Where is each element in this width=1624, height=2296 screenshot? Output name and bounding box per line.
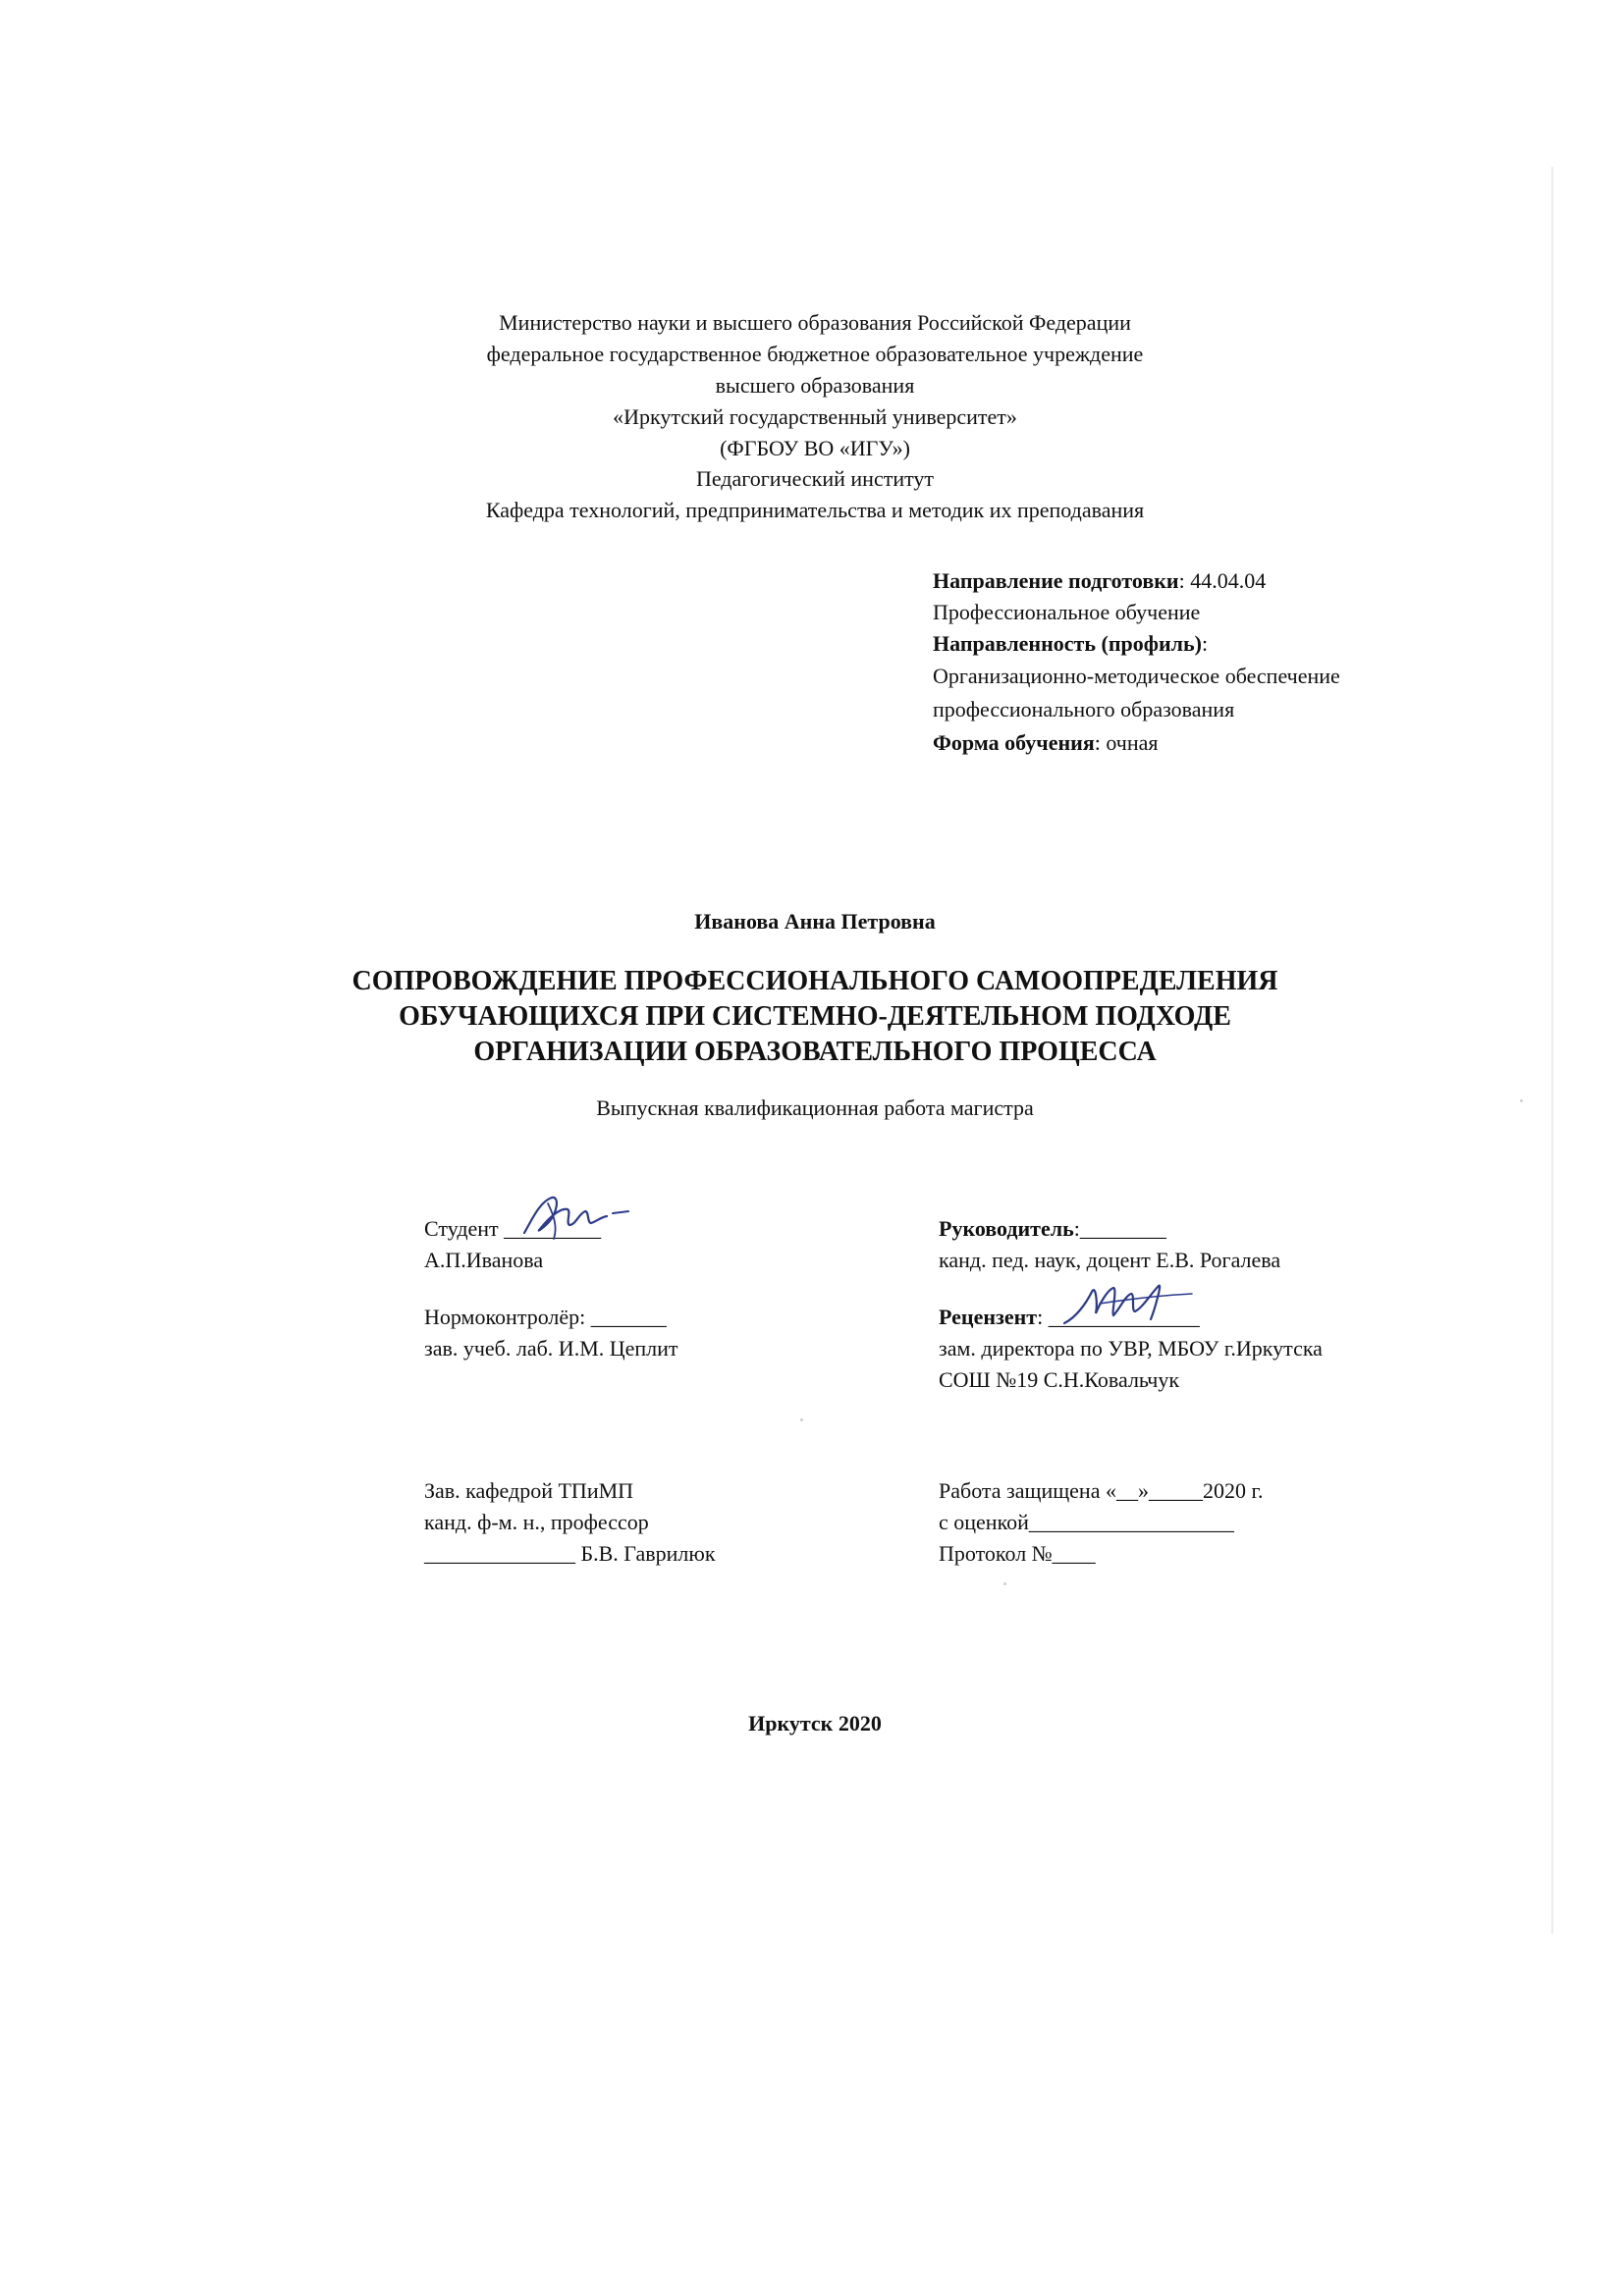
student-label: Студент (424, 1216, 505, 1241)
study-form-value: : очная (1094, 729, 1159, 755)
training-direction-label: Направление подготовки (933, 568, 1179, 593)
scan-speck (800, 1418, 803, 1421)
training-direction-name: Профессиональное обучение (933, 599, 1201, 624)
normocontrol-signature-line: Нормоконтролёр: _______ (424, 1305, 667, 1329)
training-direction (933, 565, 1483, 597)
student-name: А.П.Иванова (424, 1247, 544, 1272)
defense-grade-line: с оценкой___________________ (939, 1509, 1234, 1534)
profile-value-line: Организационно-методическое обеспечение (933, 663, 1340, 688)
supervisor-name: канд. пед. наук, доцент Е.В. Рогалева (939, 1247, 1281, 1272)
profile-colon: : (1201, 630, 1209, 656)
training-direction-value: : 44.04.04 (1178, 568, 1267, 593)
scan-speck (1520, 1099, 1523, 1102)
supervisor-signature-line (939, 1213, 1280, 1245)
header-line: высшего образования (715, 372, 915, 398)
student-sign-blank: _________ (504, 1216, 602, 1241)
profile-value-line: профессионального образования (933, 696, 1235, 721)
header-line: федеральное государственное бюджетное образовательное учреждение (486, 341, 1144, 366)
title-line: СОПРОВОЖДЕНИЕ ПРОФЕССИОНАЛЬНОГО САМООПРЕДЕЛЕНИЯ (352, 966, 1278, 996)
header-line: «Иркутский государственный университет» (613, 403, 1017, 429)
normocontrol-block (424, 1302, 678, 1364)
supervisor-block (939, 1213, 1280, 1276)
reviewer-name: СОШ №19 С.Н.Ковальчук (939, 1366, 1180, 1392)
work-type: Выпускная квалификационная работа магистра (596, 1095, 1034, 1120)
department-head-title: Зав. кафедрой ТПиМП (424, 1478, 634, 1503)
header-line: Педагогический институт (695, 466, 935, 492)
header-line: Министерство науки и высшего образования Российской Федерации (499, 310, 1131, 335)
author-name: Иванова Анна Петровна (694, 909, 936, 934)
defense-block (939, 1475, 1264, 1570)
normocontrol-name: зав. учеб. лаб. И.М. Цеплит (424, 1335, 678, 1361)
department-head-signature-line: ______________ Б.В. Гаврилюк (424, 1540, 716, 1566)
supervisor-label: Руководитель (939, 1216, 1074, 1241)
reviewer-label: Рецензент (939, 1305, 1038, 1329)
supervisor-sign-blank: :________ (1073, 1216, 1166, 1241)
study-form-label: Форма обучения (933, 729, 1095, 755)
reviewer-handwritten-signature (1056, 1274, 1204, 1335)
scan-edge (1551, 167, 1553, 1934)
defense-protocol-line: Протокол №____ (939, 1540, 1096, 1566)
title-line: ОРГАНИЗАЦИИ ОБРАЗОВАТЕЛЬНОГО ПРОЦЕССА (473, 1036, 1157, 1067)
defense-date-line: Работа защищена «__»_____2020 г. (939, 1478, 1264, 1503)
profile (933, 628, 1483, 660)
institution-header (324, 307, 1306, 526)
scan-speck (1003, 1582, 1006, 1585)
header-line: Кафедра технологий, предпринимательства и методик их преподавания (485, 498, 1145, 523)
profile-label: Направленность (профиль) (933, 630, 1202, 656)
study-form (933, 726, 1483, 760)
student-handwritten-signature (518, 1190, 636, 1247)
program-info (933, 565, 1483, 760)
header-line: (ФГБОУ ВО «ИГУ») (720, 435, 910, 460)
department-head-degree: канд. ф-м. н., профессор (424, 1509, 649, 1534)
city-year: Иркутск 2020 (748, 1711, 882, 1735)
reviewer-sign-blank: : ______________ (1037, 1305, 1200, 1329)
reviewer-position: зам. директора по УВР, МБОУ г.Иркутска (939, 1335, 1323, 1361)
thesis-title (324, 964, 1306, 1069)
title-line: ОБУЧАЮЩИХСЯ ПРИ СИСТЕМНО-ДЕЯТЕЛЬНОМ ПОДХОДЕ (399, 1000, 1231, 1032)
department-head-block (424, 1475, 716, 1570)
